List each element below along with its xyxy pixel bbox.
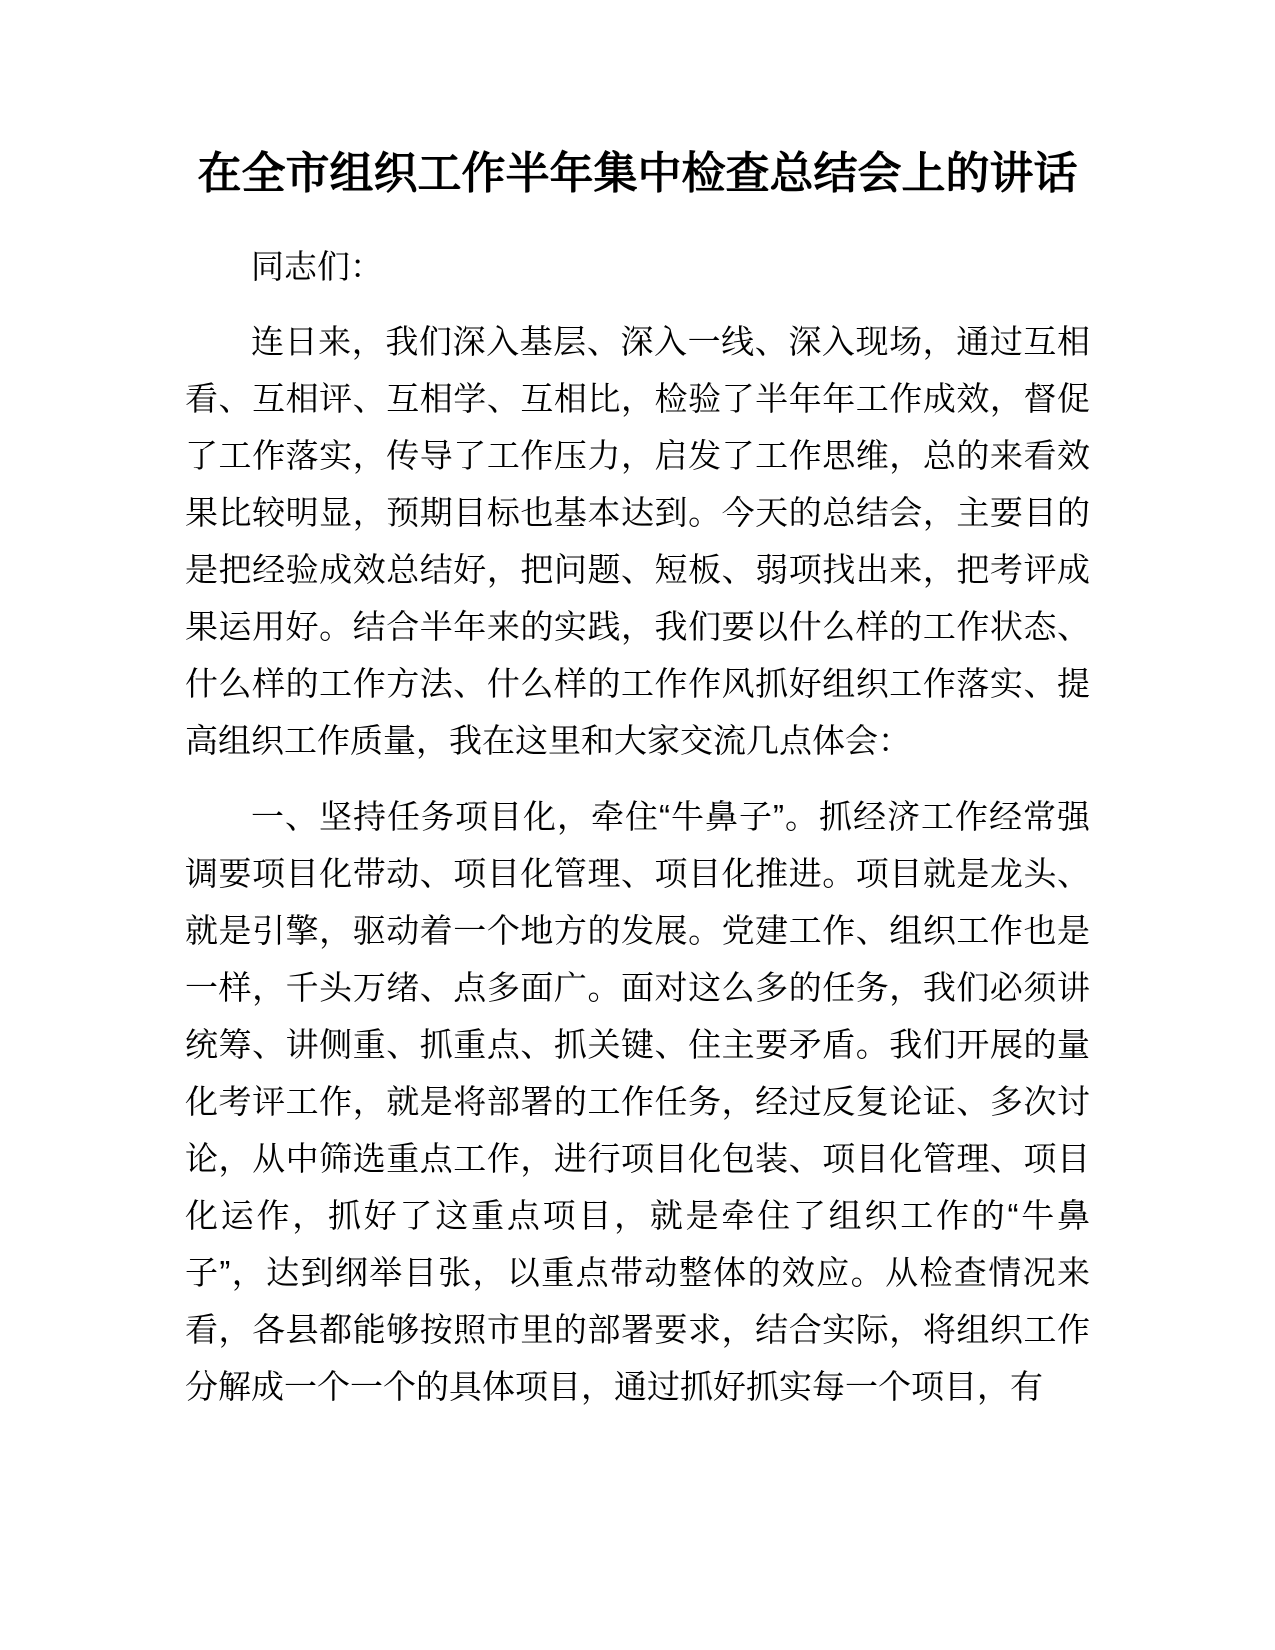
paragraph-intro: 连日来，我们深入基层、深入一线、深入现场，通过互相看、互相评、互相学、互相比，检验了半年年工作成效，督促了工作落实，传导了工作压力，启发了工作思维，总的来看效果比较明显，预期目标也基本达到。今天的总结会，主要目的是把经验成效总结好，把问题、短板、弱项找出来，把考评成果运用好。结合半年来的实践，我们要以什么样的工作状态、什么样的工作方法、什么样的工作作风抓好组织工作落实、提高组织工作质量，我在这里和大家交流几点体会： bbox=[185, 323, 1090, 759]
salutation: 同志们： bbox=[251, 248, 383, 285]
document-content bbox=[185, 145, 1090, 1434]
document-title: 在全市组织工作半年集中检查总结会上的讲话 bbox=[197, 149, 1078, 198]
paragraph-section-one: 一、坚持任务项目化，牵住“牛鼻子”。抓经济工作经常强调要项目化带动、项目化管理、项目化推进。项目就是龙头、就是引擎，驱动着一个地方的发展。党建工作、组织工作也是一样，千头万绪、点多面广。面对这么多的任务，我们必须讲统筹、讲侧重、抓重点、抓关键、住主要矛盾。我们开展的量化考评工作，就是将部署的工作任务，经过反复论证、多次讨论，从中筛选重点工作，进行项目化包装、项目化管理、项目化运作，抓好了这重点项目，就是牵住了组织工作的“牛鼻子”，达到纲举目张，以重点带动整体的效应。从检查情况来看，各县都能够按照市里的部署要求，结合实际，将组织工作分解成一个一个的具体项目，通过抓好抓实每一个项目，有 bbox=[185, 798, 1090, 1405]
